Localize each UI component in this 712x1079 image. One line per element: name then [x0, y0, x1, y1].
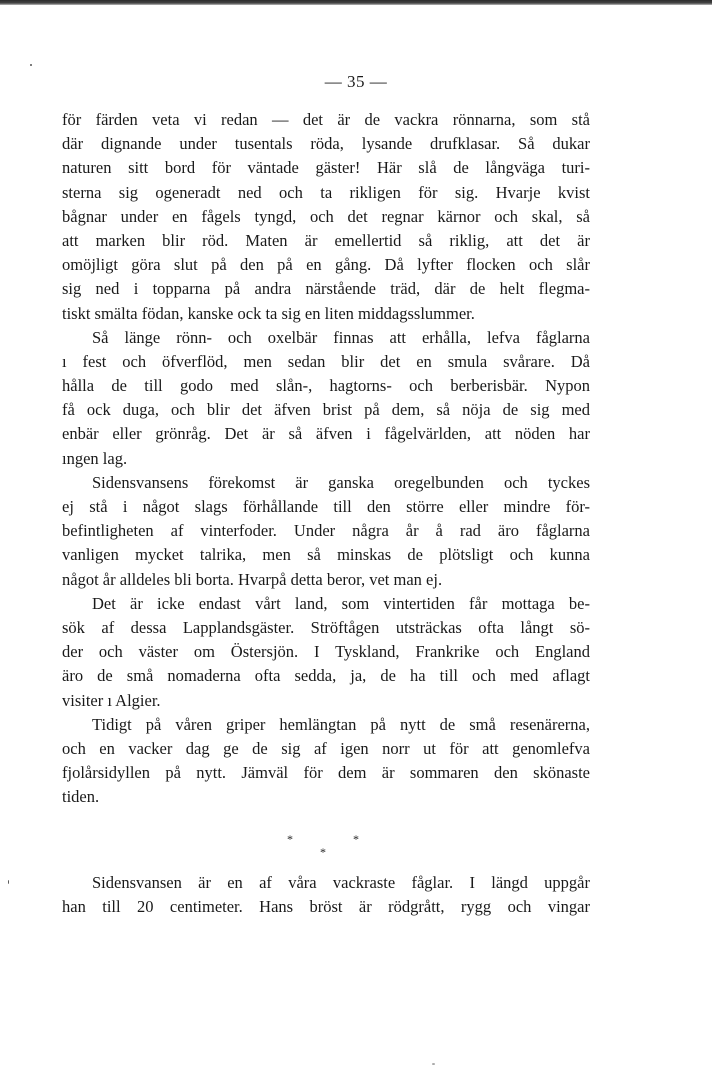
section2-text	[62, 871, 590, 919]
text-line: ıngen lag.	[62, 448, 128, 468]
text-line: något år alldeles bli borta. Hvarpå detta beror, vet man ej.	[62, 569, 443, 589]
text-line: naturen sitt bord för väntade gäster! Här slå de långväga turi-	[62, 158, 590, 178]
text-line: befintligheten af vinterfoder. Under några år å rad äro fåglarna	[62, 521, 590, 541]
text-line: Tidigt på våren griper hemlängtan på nytt de små resenärerna,	[92, 714, 590, 734]
text-line: visiter ı Algier.	[62, 690, 161, 710]
text-line: Så länge rönn- och oxelbär finnas att erhålla, lefva fåglarna	[92, 327, 590, 347]
text-line: sterna sig ogeneradt ned och ta rikligen för sig. Hvarje kvist	[62, 182, 590, 202]
text-line: der och väster om Östersjön. I Tyskland, Frankrike och England	[62, 642, 590, 662]
text-line: för färden veta vi redan — det är de vackra rönnarna, som stå	[62, 110, 590, 129]
text-line: ej stå i något slags förhållande till den större eller mindre för-	[62, 497, 590, 516]
text-line: Sidensvansens förekomst är ganska oregelbunden och tyckes	[92, 472, 590, 492]
asterism-star: *	[320, 845, 326, 859]
text-line: sök af dessa Lapplandsgäster. Ströftågen utsträckas ofta långt sö-	[62, 617, 590, 637]
text-line: och en vacker dag ge de sig af igen norr ut för att genomlefva	[62, 738, 590, 758]
text-line: ı fest och öfverflöd, men sedan blir det en smula svårare. Då	[62, 351, 590, 371]
section-divider-asterism	[0, 833, 712, 859]
text-line: att marken blir röd. Maten är emellertid så riklig, att det är	[62, 230, 590, 250]
text-line: tiskt smälta födan, kanske ock ta sig en liten middagsslummer.	[62, 303, 475, 323]
text-line: få ock duga, och blir det äfven brist på dem, så nöja de sig med	[62, 400, 590, 420]
text-line: han till 20 centimeter. Hans bröst är rödgrått, rygg och vingar	[62, 897, 590, 917]
top-edge-rule	[0, 0, 712, 5]
scan-speck	[30, 64, 32, 66]
scan-speck	[8, 880, 9, 884]
text-line: omöjligt göra slut på den på en gång. Då lyfter flocken och slår	[62, 255, 590, 275]
text-line: hålla de till godo med slån-, hagtorns- och berberisbär. Nypon	[62, 376, 590, 396]
text-line: äro de små nomaderna ofta sedda, ja, de ha till och med aflagt	[62, 666, 590, 686]
body-text	[62, 108, 590, 809]
text-line: där dignande under tusentals röda, lysande drufklasar. Så dukar	[62, 134, 590, 154]
text-line: sig ned i topparna på andra närstående träd, där de helt flegma-	[62, 279, 590, 299]
text-line: bågnar under en fågels tyngd, och det regnar kärnor och skal, så	[62, 206, 590, 226]
scan-speck	[432, 1063, 435, 1065]
text-line: Det är icke endast vårt land, som vintertiden får mottaga be-	[92, 593, 590, 613]
text-line: tiden.	[62, 787, 100, 807]
page-number: — 35 —	[324, 72, 388, 91]
text-line: enbär eller grönråg. Det är så äfven i fågelvärlden, att nöden har	[62, 424, 590, 444]
text-line: vanligen mycket talrika, men så minskas de plötsligt och kunna	[62, 545, 590, 565]
asterism-star: *	[287, 832, 293, 846]
text-line: Sidensvansen är en af våra vackraste fåglar. I längd uppgår	[92, 873, 590, 892]
text-line: fjolårsidyllen på nytt. Jämväl för dem är sommaren den skönaste	[62, 763, 590, 783]
asterism-star: *	[353, 832, 359, 846]
